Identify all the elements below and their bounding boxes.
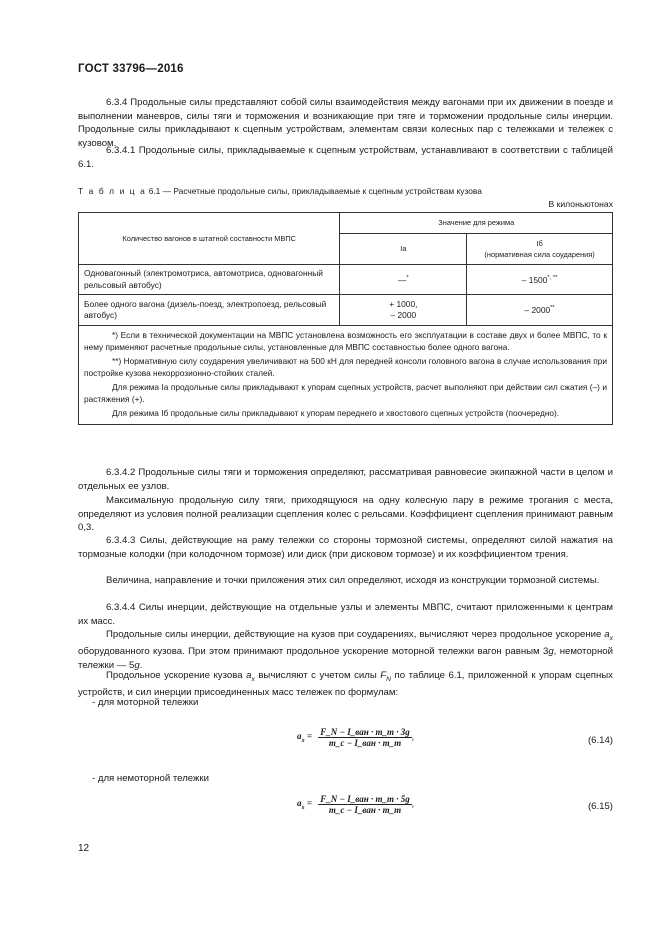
text-fragment: . — [139, 659, 143, 671]
row-mode1-value — [340, 295, 467, 326]
var-a-sub: x — [609, 634, 613, 642]
table-footnotes — [79, 326, 613, 425]
value-text: — — [398, 274, 407, 285]
var-F-sub: N — [386, 675, 391, 683]
value-footnote-mark: ** — [550, 305, 555, 312]
var-g: g — [134, 659, 140, 671]
var-a-sub: x — [251, 675, 255, 683]
table-row — [79, 265, 613, 295]
formula-lhs-var: a — [297, 731, 302, 742]
forces-table — [78, 212, 613, 425]
col-header-mode1: Ia — [340, 234, 467, 265]
text-fragment: вычисляют с учетом силы — [258, 670, 377, 681]
footnote-1: *) Если в технической документации на МВПС установлена возможность его эксплуатации в составе двух и более МВПС, то к нему применяют расчетные продольные силы, установленные для МВПС составностью более одного вагона. — [84, 330, 607, 352]
value-text-line2: – 2000 — [390, 310, 417, 320]
row-mode2-value — [467, 265, 613, 295]
formula-denominator: m_c − I_ван · m_т — [328, 738, 402, 748]
row-label: Более одного вагона (дизель-поезд, электропоезд, рельсовый автобус) — [79, 295, 340, 326]
text-fragment: оборудованного кузова. При этом принимают продольное ускорение моторной тележки вагон равным 3 — [78, 646, 549, 658]
value-text: – 2000 — [524, 305, 551, 316]
paragraph-6-3-4: 6.3.4 Продольные силы представляют собой силы взаимодействия между вагонами при их движении в поезде и выполнении маневров, силы тяги и торможения и возникающие при тяге и торможении продольные силы инерции. Продольные силы прикладывают к сцепным устройствам, элементам связи колесных пар с тележками и тележек с кузовом. — [78, 97, 613, 149]
text-fragment: , немоторной тележки — 5 — [78, 646, 613, 671]
paragraph-6-3-4-4: 6.3.4.4 Силы инерции, действующие на отдельные узлы и элементы МВПС, считают приложенными к центрам их масс. — [78, 602, 613, 627]
paragraph-6-3-4-2: 6.3.4.2 Продольные силы тяги и торможения определяют, рассматривая равновесие экипажной части в целом и отдельных ее узлов. — [78, 467, 613, 492]
value-text: + 1000, — [389, 298, 418, 309]
col-header-group: Значение для режима — [340, 213, 613, 234]
table-caption-label: Т а б л и ц а — [78, 186, 147, 196]
formula-fraction — [318, 794, 411, 815]
col-header-mode2-label: Iб — [536, 238, 543, 248]
formula-lhs: $a_x$ = — [297, 731, 313, 744]
list-item-motor: - для моторной тележки — [92, 697, 199, 708]
text-fragment: Продольные силы инерции, действующие на кузов при соударениях, вычисляют через продольное ускорение — [106, 629, 602, 640]
col-header-main: Количество вагонов в штатной составности МВПС — [79, 213, 340, 265]
paragraph-magnitude: Величина, направление и точки приложения этих сил определяют, исходя из конструкции тормозной системы. — [106, 575, 600, 586]
var-F: F — [380, 670, 387, 681]
formula-lhs: $a_x$ = — [297, 798, 313, 811]
text-fragment: Продольное ускорение кузова — [106, 670, 243, 681]
paragraph-traction: Максимальную продольную силу тяги, приходящуюся на одну колесную пару в режиме трогания с места, определяют из условия полной реализации сцепления колес с рельсами. Коэффициент сцепления принимают равным 0,3. — [78, 495, 613, 533]
row-mode2-value — [467, 295, 613, 326]
footnote-2: **) Нормативную силу соударения увеличивают на 500 кН для передней консоли головного вагона в случае использования при постройке кузова некоррозионно-стойких сталей. — [84, 356, 607, 378]
value-footnote-mark: * — [406, 274, 409, 281]
table-caption-text: 6.1 — Расчетные продольные силы, прикладываемые к сцепным устройствам кузова — [148, 186, 482, 196]
var-a: a — [604, 629, 610, 640]
footnote-mode-ia: Для режима Ia продольные силы прикладывают к упорам сцепных устройств, расчет выполняют при действии сил сжатия (–) и растяжения (+). — [84, 382, 607, 404]
formula-numerator: F_N − I_ван · m_т · 3g — [320, 727, 410, 737]
col-header-mode2-note: (нормативная сила соударения) — [484, 250, 595, 259]
document-header: ГОСТ 33796—2016 — [78, 63, 184, 75]
formula-lhs-var: a — [297, 798, 302, 809]
table-caption — [78, 186, 613, 196]
list-item-nonmotor: - для немоторной тележки — [92, 773, 209, 784]
formula-6-15: $a_x$ = $\frac{\text{F\_N − I\_ван · m\_т · 5g}}{\text{m\_c − I\_ван · m\_т}}$ , — [297, 794, 414, 815]
row-label: Одновагонный (электромотриса, автомотриса, одновагонный рельсовый автобус) — [79, 265, 340, 295]
var-g: g — [548, 646, 554, 658]
formula-fraction — [318, 727, 411, 748]
table-row — [79, 295, 613, 326]
equation-number-6-14: (6.14) — [587, 735, 613, 746]
value-footnote-mark: *, ** — [547, 274, 558, 281]
page-number: 12 — [78, 843, 90, 854]
formula-lhs-sub: x — [301, 803, 305, 811]
formula-denominator: m_c − I_ван · m_т — [328, 805, 402, 815]
paragraph-6-3-4-3: 6.3.4.3 Силы, действующие на раму тележки со стороны тормозной системы, определяют силой нажатия на тормозные колодки (при колодочном тормозе) или диск (при дисковом тормозе) и их коэффициентом трения. — [78, 535, 613, 560]
value-text: – 1500 — [521, 274, 548, 285]
paragraph-6-3-4-1: 6.3.4.1 Продольные силы, прикладываемые к сцепным устройствам, устанавливают в соответствии с таблицей 6.1. — [78, 145, 613, 170]
paragraph-inertia — [78, 628, 613, 672]
formula-lhs-sub: x — [301, 736, 305, 744]
equation-number-6-15: (6.15) — [587, 801, 613, 812]
footnote-mode-ib: Для режима Iб продольные силы прикладывают к упорам переднего и хвостового сцепных устройств (поочередно). — [112, 408, 560, 418]
table-unit: В килоньютонах — [548, 199, 613, 209]
col-header-mode2 — [467, 234, 613, 265]
text-fragment: по таблице 6.1, приложенной к упорам сцепных устройств, и сил инерции присоединенных масс тележек по формулам: — [78, 670, 613, 699]
row-mode1-value — [340, 265, 467, 295]
formula-numerator: F_N − I_ван · m_т · 5g — [320, 794, 410, 804]
var-a: a — [246, 670, 252, 681]
formula-6-14: $a_x$ = $\frac{\text{F\_N − I\_ван · m\_т · 3g}}{\text{m\_c − I\_ван · m\_т}}$ , — [297, 727, 414, 748]
